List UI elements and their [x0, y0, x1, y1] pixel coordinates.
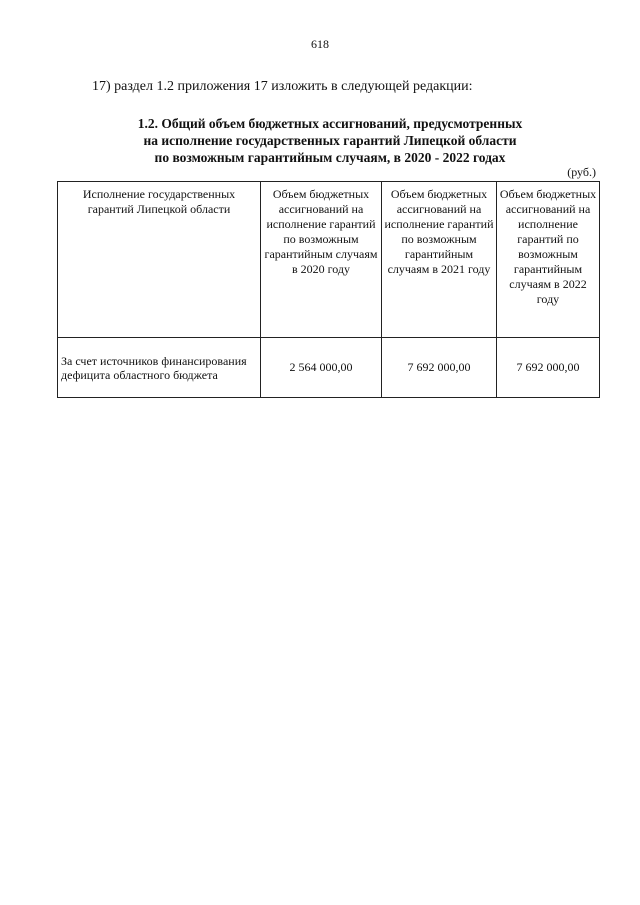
- page-number: 618: [311, 37, 329, 51]
- header-2021: Объем бюджетных ассигнований на исполнение гарантий по возможным гарантийным случаям в 2021 году: [382, 182, 497, 338]
- header-guarantees: Исполнение государственных гарантий Липецкой области: [58, 182, 261, 338]
- heading-line-1: 1.2. Общий объем бюджетных ассигнований, предусмотренных: [137, 116, 523, 131]
- budget-table: [57, 181, 600, 398]
- row-label: За счет источников финансирования дефицита областного бюджета: [58, 338, 261, 398]
- header-2020: Объем бюджетных ассигнований на исполнение гарантий по возможным гарантийным случаям в 2020 году: [261, 182, 382, 338]
- header-2022: Объем бюджетных ассигнований на исполнение гарантий по возможным гарантийным случаям в 2022 году: [497, 182, 600, 338]
- table-row: [58, 338, 600, 398]
- intro-text: 17) раздел 1.2 приложения 17 изложить в следующей редакции:: [92, 79, 473, 94]
- table-header-row: [58, 182, 600, 338]
- value-2021: 7 692 000,00: [382, 338, 497, 398]
- value-2020: 2 564 000,00: [261, 338, 382, 398]
- heading-line-3: по возможным гарантийным случаям, в 2020 - 2022 годах: [154, 150, 506, 165]
- unit-label: (руб.): [567, 165, 596, 179]
- heading-line-2: на исполнение государственных гарантий Липецкой области: [143, 133, 517, 148]
- section-heading: [60, 115, 600, 166]
- value-2022: 7 692 000,00: [497, 338, 600, 398]
